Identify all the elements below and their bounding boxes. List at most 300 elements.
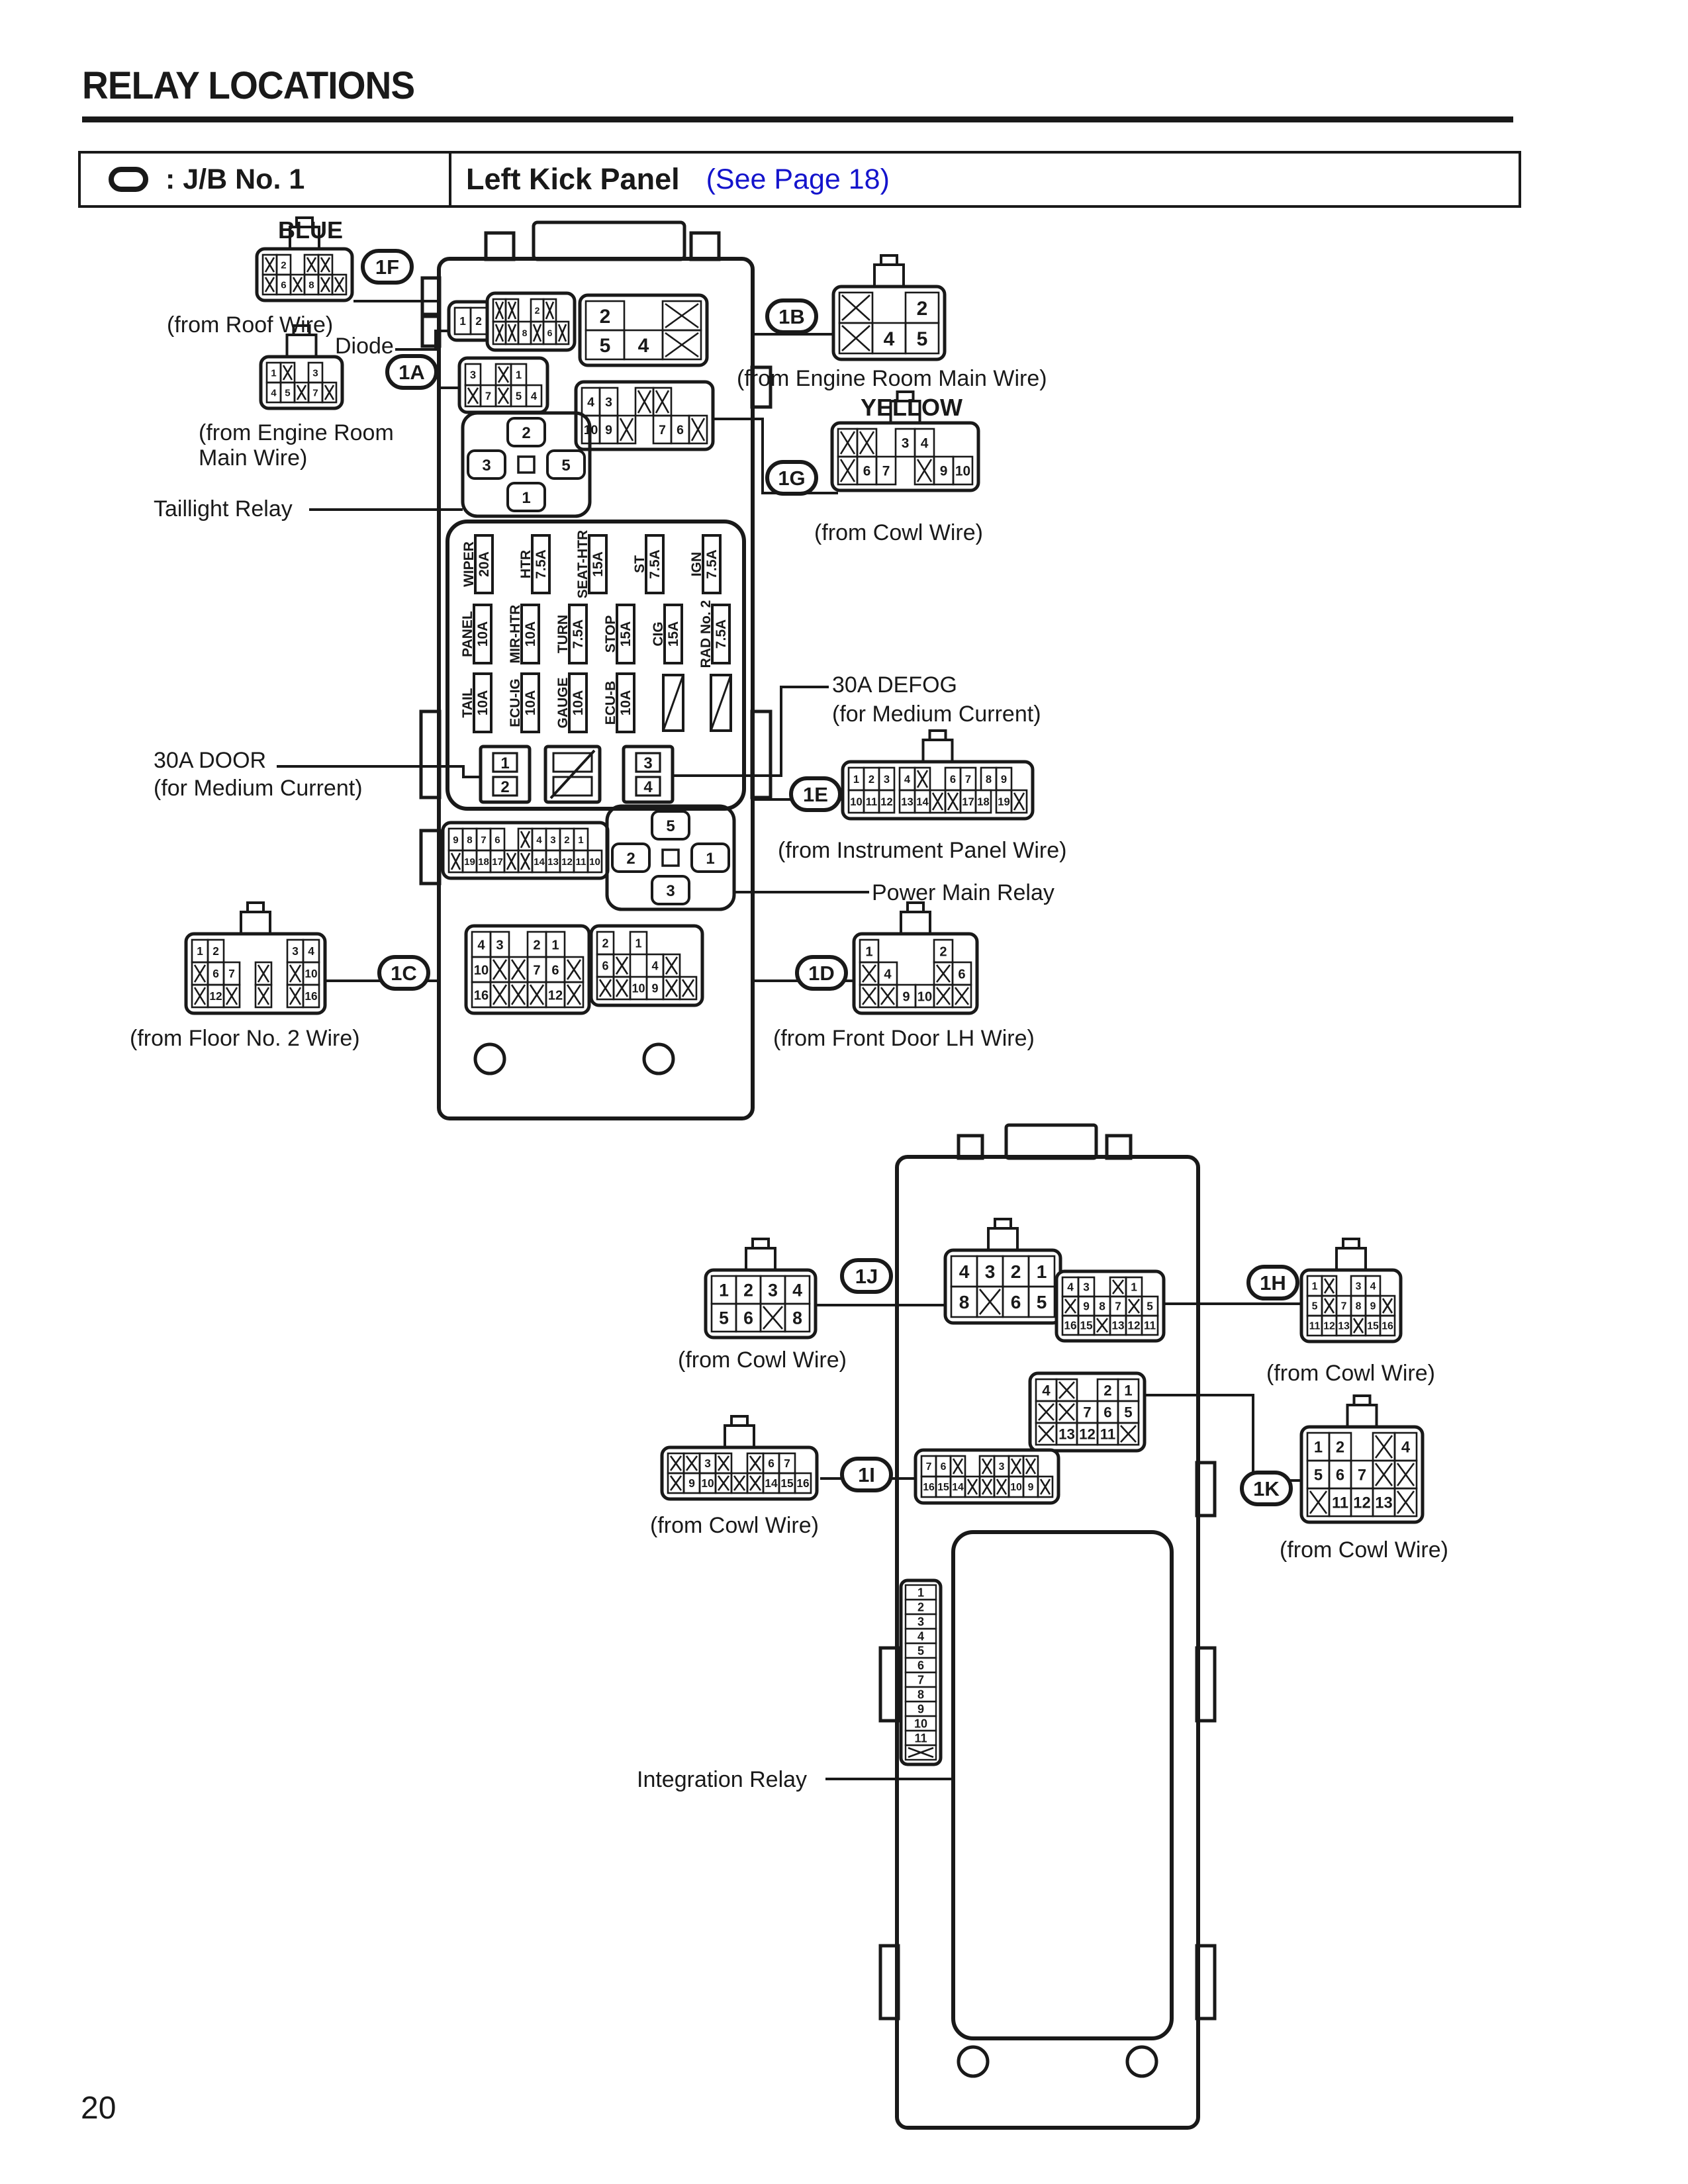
svg-text:5: 5 [1313,1466,1323,1484]
svg-text:1: 1 [853,772,860,786]
svg-text:5: 5 [515,389,522,402]
svg-text:16: 16 [923,1482,935,1494]
svg-text:10: 10 [583,422,598,437]
svg-text:17: 17 [492,856,503,868]
svg-text:16: 16 [305,989,318,1003]
svg-text:6: 6 [494,834,500,846]
connector-1I-ext [662,1416,817,1499]
svg-text:5: 5 [1036,1292,1047,1313]
svg-text:1: 1 [1311,1281,1318,1293]
svg-text:2: 2 [500,778,510,796]
see-page-link[interactable]: (See Page 18) [706,163,890,195]
box-outline [953,1532,1172,2038]
badge-1B [767,300,816,332]
svg-text:8: 8 [917,1688,925,1702]
connector-1J-ext [706,1239,816,1338]
svg-text:4: 4 [1370,1281,1376,1293]
badge-1H [1248,1267,1297,1298]
svg-text:3: 3 [469,368,477,381]
svg-text:1: 1 [1131,1280,1137,1294]
svg-text:7: 7 [481,834,487,846]
svg-text:BLUE: BLUE [278,216,343,244]
svg-text:17: 17 [962,795,974,808]
svg-text:12: 12 [880,795,893,808]
svg-text:7: 7 [1083,1404,1092,1421]
box-outline [486,233,514,259]
svg-text:2: 2 [743,1280,753,1300]
diagram-label [130,1026,360,1051]
svg-text:9: 9 [917,1702,925,1716]
connector-16pin [1056,1271,1164,1341]
svg-text:12: 12 [1323,1320,1335,1332]
diagram-label [832,702,1041,727]
svg-text:4: 4 [536,834,542,846]
svg-text:6: 6 [1010,1292,1021,1313]
svg-text:3: 3 [1355,1281,1362,1293]
spare-fuse [663,675,683,731]
svg-text:19: 19 [998,795,1010,808]
svg-text:6: 6 [958,967,966,982]
svg-text:30A DOOR: 30A DOOR [154,748,267,773]
svg-text:2: 2 [599,305,611,328]
svg-text:6: 6 [602,959,609,973]
svg-text:4: 4 [271,387,277,399]
svg-text:1I: 1I [858,1463,875,1486]
svg-text:1: 1 [515,368,522,381]
svg-text:1: 1 [865,944,873,960]
svg-text:9: 9 [1027,1482,1034,1494]
svg-text:7: 7 [1357,1466,1367,1484]
svg-text:16: 16 [473,988,489,1003]
svg-text:13: 13 [547,856,559,868]
svg-text:(from Floor No. 2 Wire): (from Floor No. 2 Wire) [130,1026,360,1051]
svg-text:4: 4 [477,938,485,953]
svg-text:13: 13 [1375,1494,1393,1512]
svg-text:5: 5 [1124,1404,1133,1421]
svg-text:16: 16 [1382,1320,1393,1332]
diagram-label [278,216,343,244]
svg-text:1: 1 [1313,1438,1323,1457]
badge-1A [387,356,436,388]
svg-text:7.5A: 7.5A [534,549,549,579]
svg-text:2: 2 [533,938,541,953]
svg-text:5: 5 [561,457,571,475]
svg-text:5: 5 [1311,1300,1318,1312]
svg-text:Integration Relay: Integration Relay [637,1767,808,1792]
svg-text:4: 4 [530,389,538,402]
power-main-relay [607,806,734,909]
fuse-PANEL [460,605,491,663]
connector-1I-mate [915,1450,1058,1503]
taillight-relay [463,413,590,516]
fuse-ECU-B [603,674,634,732]
svg-text:(from Engine Room Main Wire): (from Engine Room Main Wire) [737,366,1047,391]
badge-1C [379,957,428,989]
svg-text:18: 18 [977,795,990,808]
svg-text:3: 3 [550,834,556,846]
svg-text:3: 3 [704,1457,711,1471]
svg-text:2: 2 [1103,1382,1112,1399]
fuse-CIG [651,605,682,663]
svg-text:8: 8 [1099,1299,1105,1313]
svg-text:6: 6 [677,422,684,437]
svg-text:3: 3 [292,944,299,958]
svg-text:10A: 10A [618,690,633,716]
connector-1C-ext [186,903,325,1013]
svg-text:TAIL: TAIL [460,688,475,718]
svg-text:3: 3 [312,367,318,379]
connector-1A-mate [459,358,547,412]
svg-text:(from Cowl Wire): (from Cowl Wire) [1266,1361,1435,1386]
svg-text:3: 3 [605,394,612,410]
connector-1K-ext [1301,1396,1423,1522]
badge-1E [791,778,840,810]
svg-text:4: 4 [643,778,653,796]
svg-text:16: 16 [1064,1318,1077,1332]
fuse-30A-DEFOG-block [624,747,673,802]
svg-text:(from Cowl Wire): (from Cowl Wire) [650,1513,819,1538]
svg-text:15: 15 [937,1482,949,1494]
svg-text:9: 9 [939,463,948,479]
svg-text:PANEL: PANEL [460,611,475,657]
fuse-GAUGE [555,674,586,732]
diagram-label [199,445,307,471]
svg-text:2: 2 [281,259,287,271]
svg-text:4: 4 [637,334,649,357]
svg-text:7: 7 [784,1457,790,1471]
svg-text:10: 10 [914,1717,928,1731]
diagram-label [335,334,394,359]
svg-text:3: 3 [1083,1280,1090,1294]
integration-relay-pins [901,1580,941,1764]
svg-text:7: 7 [533,963,541,978]
svg-text:4: 4 [883,328,895,350]
svg-text:6: 6 [940,1461,947,1473]
svg-text:3: 3 [666,882,675,900]
svg-text:1: 1 [1124,1382,1133,1399]
badge-1J [842,1260,891,1292]
svg-text:1: 1 [500,754,510,772]
svg-text:5: 5 [1147,1299,1153,1313]
svg-text:ST: ST [632,555,647,573]
svg-text:(from Roof Wire): (from Roof Wire) [167,312,334,338]
svg-text:RAD No. 2: RAD No. 2 [698,600,714,668]
svg-text:10A: 10A [475,690,491,716]
svg-text:2: 2 [917,1600,925,1614]
svg-text:8: 8 [792,1308,802,1328]
svg-text:9: 9 [1370,1300,1376,1312]
fuse-ST [632,535,663,593]
svg-text:8: 8 [467,834,473,846]
svg-text:1: 1 [719,1280,729,1300]
svg-text:15A: 15A [590,551,606,577]
svg-text:15A: 15A [618,621,633,647]
svg-text:14: 14 [952,1482,964,1494]
svg-text:7.5A: 7.5A [714,619,729,649]
svg-text:7: 7 [882,463,890,479]
svg-text:12: 12 [1353,1494,1371,1512]
diagram-label [154,748,266,773]
svg-text:4: 4 [308,944,314,958]
svg-text:6: 6 [1335,1466,1345,1484]
diagram-label [778,838,1066,863]
svg-text:1: 1 [522,489,531,507]
svg-text:10: 10 [589,856,600,868]
svg-text:9: 9 [605,422,612,437]
svg-text:3: 3 [883,772,890,786]
svg-text:7: 7 [1340,1300,1347,1312]
svg-text:10: 10 [955,463,971,479]
svg-text:11: 11 [1331,1494,1349,1512]
svg-text:11: 11 [1100,1426,1116,1443]
svg-text:3: 3 [901,435,910,451]
svg-text:5: 5 [599,334,611,357]
badge-1I [842,1459,891,1490]
svg-text:4: 4 [920,435,929,451]
svg-text:Diode: Diode [335,334,394,359]
connector-1G-mate [576,382,713,449]
connector-1D-ext [854,903,977,1013]
diagram-label [737,366,1047,391]
svg-text:10: 10 [305,967,318,981]
svg-text:1: 1 [917,1586,925,1600]
connector-1B-mate [580,295,707,365]
spare-fuse [711,675,731,731]
svg-text:14: 14 [765,1477,778,1490]
svg-text:4: 4 [1042,1382,1051,1399]
svg-text:IGN: IGN [689,551,704,577]
svg-text:11: 11 [1143,1318,1156,1332]
svg-text:11: 11 [865,795,878,808]
box-outline [421,831,440,884]
svg-text:1: 1 [1036,1261,1047,1283]
svg-text:7: 7 [925,1461,932,1473]
page-number: 20 [81,2091,117,2126]
svg-text:(from Cowl Wire): (from Cowl Wire) [678,1347,847,1373]
svg-text:7.5A: 7.5A [571,619,586,649]
svg-text:HTR: HTR [518,549,534,579]
connector-13pin [1030,1373,1145,1451]
diagram-label [872,880,1055,905]
mount-hole [1127,2047,1156,2076]
svg-text:6: 6 [768,1457,774,1471]
svg-text:8: 8 [959,1292,970,1313]
svg-text:Main Wire): Main Wire) [199,445,308,471]
svg-text:1: 1 [271,367,277,379]
svg-text:3: 3 [998,1461,1005,1473]
svg-text:5: 5 [285,387,291,399]
leader-line [1146,1395,1301,1480]
diagram-label [678,1347,847,1373]
diagram-label [861,394,962,421]
svg-text:YELLOW: YELLOW [861,394,962,421]
svg-text:10A: 10A [475,621,491,647]
connector-1D-mate [591,926,702,1005]
svg-text:8: 8 [522,328,528,339]
svg-text:(from Cowl Wire): (from Cowl Wire) [1280,1537,1448,1563]
fuse-HTR [518,535,549,593]
diagram-label [832,672,957,698]
svg-text:MIR-HTR: MIR-HTR [508,604,523,664]
svg-text:6: 6 [863,463,871,479]
svg-text:11: 11 [1309,1320,1321,1332]
mount-hole [644,1044,673,1073]
svg-text:3: 3 [768,1280,778,1300]
svg-text:2: 2 [1335,1438,1345,1457]
svg-text:2: 2 [1010,1261,1021,1283]
svg-text:10A: 10A [571,690,586,716]
svg-text:1H: 1H [1260,1271,1286,1295]
svg-text:7.5A: 7.5A [704,549,720,579]
svg-text:2: 2 [475,314,482,328]
svg-text:16: 16 [796,1477,810,1490]
svg-text:12: 12 [547,988,563,1003]
mount-hole [959,2047,988,2076]
svg-text:2: 2 [564,834,570,846]
svg-text:7.5A: 7.5A [647,549,663,579]
svg-text:2: 2 [602,936,609,950]
fuse-TAIL [460,674,491,732]
svg-text:13: 13 [1111,1318,1125,1332]
connector-20pin [443,823,608,878]
svg-text:1A: 1A [399,361,425,384]
svg-text:1: 1 [551,938,559,953]
diagram-label [199,420,394,445]
svg-text:6: 6 [547,328,553,339]
svg-text:7: 7 [1115,1299,1121,1313]
svg-text:8: 8 [985,772,992,786]
svg-text:1J: 1J [855,1265,878,1288]
svg-text:6: 6 [743,1308,753,1328]
connector-1C-mate [466,926,589,1013]
diagram-label [1280,1537,1448,1563]
svg-text:(from Front Door LH Wire): (from Front Door LH Wire) [773,1026,1035,1051]
svg-text:1K: 1K [1253,1477,1280,1500]
svg-text:(for Medium Current): (for Medium Current) [154,776,363,801]
svg-text:13: 13 [901,795,914,808]
svg-text:4: 4 [959,1261,970,1283]
fuse-ECU-IG [508,674,539,732]
diagram-label [154,496,293,522]
connector-1F-mate [487,293,575,350]
connector-1B-ext [833,255,945,359]
svg-text:1: 1 [459,314,466,328]
box-outline [959,1136,982,1158]
diagram-label [637,1767,807,1792]
svg-text:6: 6 [1103,1404,1112,1421]
svg-text:TURN: TURN [555,614,571,654]
svg-text:4: 4 [917,1629,925,1643]
svg-text:15: 15 [780,1477,794,1490]
svg-text:2: 2 [212,944,219,958]
fuse-WIPER [461,535,492,593]
svg-text:1G: 1G [778,467,806,490]
svg-text:9: 9 [688,1477,695,1490]
svg-text:15A: 15A [666,621,681,647]
badge-1F [363,251,412,283]
connector-1E-ext [843,731,1033,819]
badge-1G [767,462,816,494]
svg-text:5: 5 [719,1308,729,1328]
svg-text:7: 7 [917,1673,925,1687]
spare-fuse-block [545,747,600,802]
svg-text:9: 9 [651,981,659,995]
connector-1H-ext [1301,1239,1401,1342]
svg-text:7: 7 [485,389,492,402]
svg-text:4: 4 [884,967,892,982]
svg-text:1: 1 [706,850,715,868]
svg-text:ECU-B: ECU-B [603,680,618,725]
box-outline [1107,1136,1131,1158]
svg-text:STOP: STOP [603,615,618,653]
svg-text:9: 9 [453,834,459,846]
svg-text:10A: 10A [523,690,538,716]
svg-text:5: 5 [917,1644,925,1658]
svg-text:8: 8 [1355,1300,1362,1312]
box-outline [421,711,440,797]
svg-text:1: 1 [635,936,642,950]
svg-text:ECU-IG: ECU-IG [508,678,523,727]
svg-text:20A: 20A [477,551,492,577]
svg-text:10: 10 [473,963,489,978]
svg-text:9: 9 [1000,772,1008,786]
svg-text:Taillight Relay: Taillight Relay [154,496,293,522]
box-outline [691,233,719,259]
svg-text:11: 11 [914,1731,927,1745]
svg-text:GAUGE: GAUGE [555,677,571,729]
svg-text:4: 4 [904,772,911,786]
svg-text:3: 3 [482,457,491,475]
svg-text:4: 4 [587,394,594,410]
svg-text:2: 2 [626,850,635,868]
svg-text:9: 9 [902,989,910,1005]
svg-text:7: 7 [964,772,972,786]
svg-text:7: 7 [659,422,666,437]
svg-text:13: 13 [1338,1320,1350,1332]
box-outline [534,222,684,259]
svg-text:6: 6 [212,967,219,981]
diagram-label [773,1026,1035,1051]
box-outline [1006,1125,1096,1158]
svg-text:7: 7 [228,967,235,981]
svg-text:1D: 1D [808,962,835,985]
diagram-label [1266,1361,1435,1386]
fuse-STOP [603,605,634,663]
page-title: RELAY LOCATIONS [82,64,415,107]
svg-text:10: 10 [632,981,645,995]
svg-text:6: 6 [281,279,287,291]
svg-text:11: 11 [575,856,586,868]
svg-text:8: 8 [308,279,314,291]
svg-text:2: 2 [939,944,947,960]
connector-1J-mate [945,1219,1060,1323]
connector-1A-ext [261,326,342,408]
svg-text:10: 10 [1010,1482,1022,1494]
svg-text:14: 14 [534,856,545,868]
svg-text:15: 15 [1080,1318,1093,1332]
svg-text:2: 2 [522,424,531,442]
svg-text:6: 6 [917,1659,925,1672]
jb-number-label: : J/B No. 1 [165,163,305,195]
svg-text:5: 5 [666,817,675,835]
box-outline [752,711,771,797]
svg-text:4: 4 [651,959,659,973]
svg-text:18: 18 [478,856,489,868]
svg-text:1E: 1E [803,783,828,806]
svg-text:14: 14 [916,795,929,808]
svg-text:(for Medium Current): (for Medium Current) [832,702,1041,727]
svg-text:4: 4 [1067,1280,1074,1294]
